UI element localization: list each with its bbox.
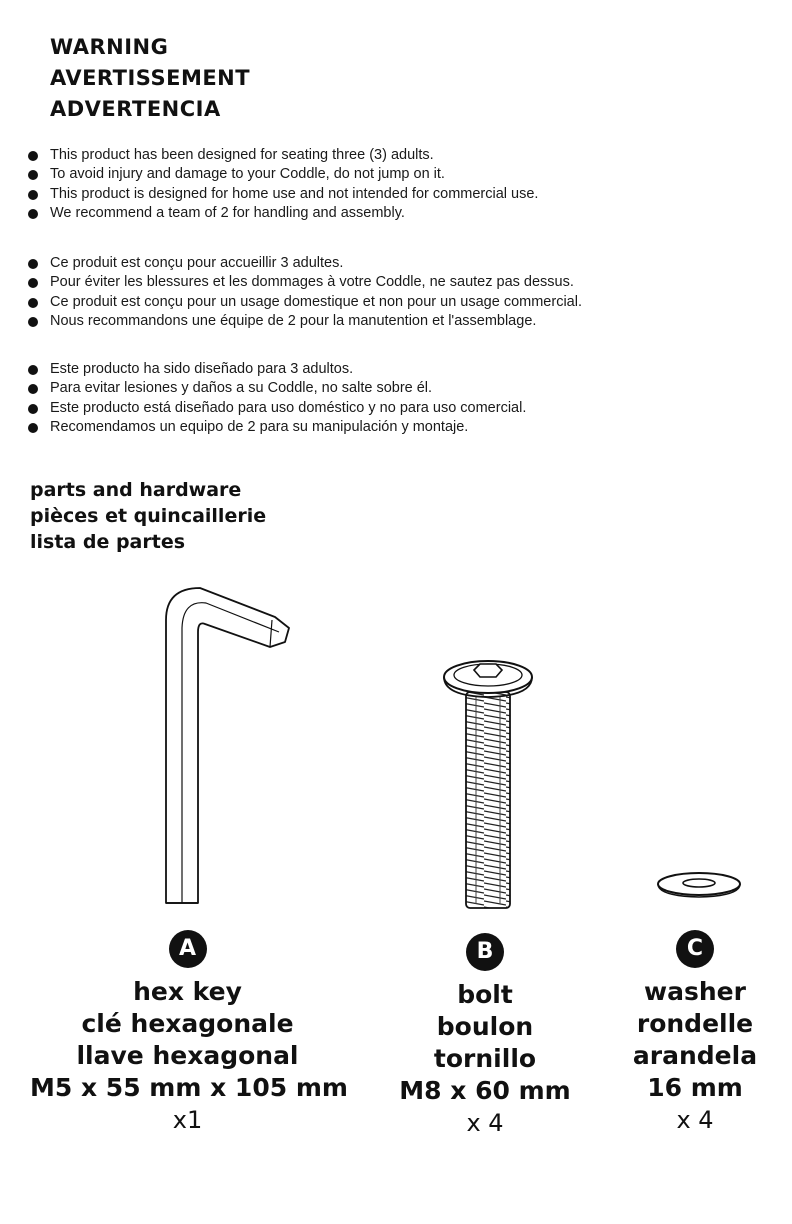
list-item: Ce produit est conçu pour un usage domestique et non pour un usage commercial. [28, 293, 582, 312]
warning-title-es: ADVERTENCIA [50, 97, 221, 121]
hex-key-icon [166, 588, 289, 903]
part-hex-key [30, 930, 348, 1136]
part-badge-a: A [169, 930, 207, 968]
list-item: To avoid injury and damage to your Coddle, do not jump on it. [28, 165, 538, 184]
part-badge-b: B [466, 933, 504, 971]
list-item: Este producto está diseñado para uso doméstico y no para uso comercial. [28, 399, 526, 418]
part-quantity: x 4 [676, 1106, 714, 1134]
list-item: Para evitar lesiones y daños a su Coddle, no salte sobre él. [28, 379, 526, 398]
parts-title-en: parts and hardware [30, 479, 242, 501]
list-item: Ce produit est conçu pour accueillir 3 adultes. [28, 254, 582, 273]
warning-title-en: WARNING [50, 35, 169, 59]
part-name-fr: boulon [436, 1012, 534, 1041]
part-name-en: washer [644, 977, 746, 1006]
part-name-es: arandela [632, 1041, 758, 1070]
part-size: M8 x 60 mm [399, 1076, 571, 1105]
bolt-icon [444, 661, 532, 908]
part-name-es: llave hexagonal [76, 1041, 299, 1070]
part-quantity: x 4 [466, 1109, 504, 1137]
part-quantity: x1 [172, 1106, 203, 1134]
part-name-fr: clé hexagonale [81, 1009, 294, 1038]
list-item: Recomendamos un equipo de 2 para su manipulación y montaje. [28, 418, 526, 437]
list-item: Pour éviter les blessures et les dommages à votre Coddle, ne sautez pas dessus. [28, 273, 582, 292]
part-washer [620, 930, 770, 1136]
list-item: Nous recommandons une équipe de 2 pour la manutention et l'assemblage. [28, 312, 582, 331]
part-size: 16 mm [647, 1073, 743, 1102]
part-name-es: tornillo [433, 1044, 537, 1073]
part-name-en: bolt [457, 980, 513, 1009]
part-name-fr: rondelle [636, 1009, 754, 1038]
part-size: M5 x 55 mm x 105 mm [30, 1073, 348, 1102]
part-bolt [385, 933, 585, 1139]
part-badge-c: C [676, 930, 714, 968]
list-item: We recommend a team of 2 for handling and assembly. [28, 204, 538, 223]
parts-title-es: lista de partes [30, 531, 186, 553]
list-item: Este producto ha sido diseñado para 3 adultos. [28, 360, 526, 379]
parts-title-fr: pièces et quincaillerie [30, 505, 267, 527]
washer-icon [658, 873, 740, 897]
list-item: This product has been designed for seating three (3) adults. [28, 146, 538, 165]
part-name-en: hex key [133, 977, 242, 1006]
list-item: This product is designed for home use and not intended for commercial use. [28, 185, 538, 204]
warning-title-fr: AVERTISSEMENT [50, 66, 251, 90]
